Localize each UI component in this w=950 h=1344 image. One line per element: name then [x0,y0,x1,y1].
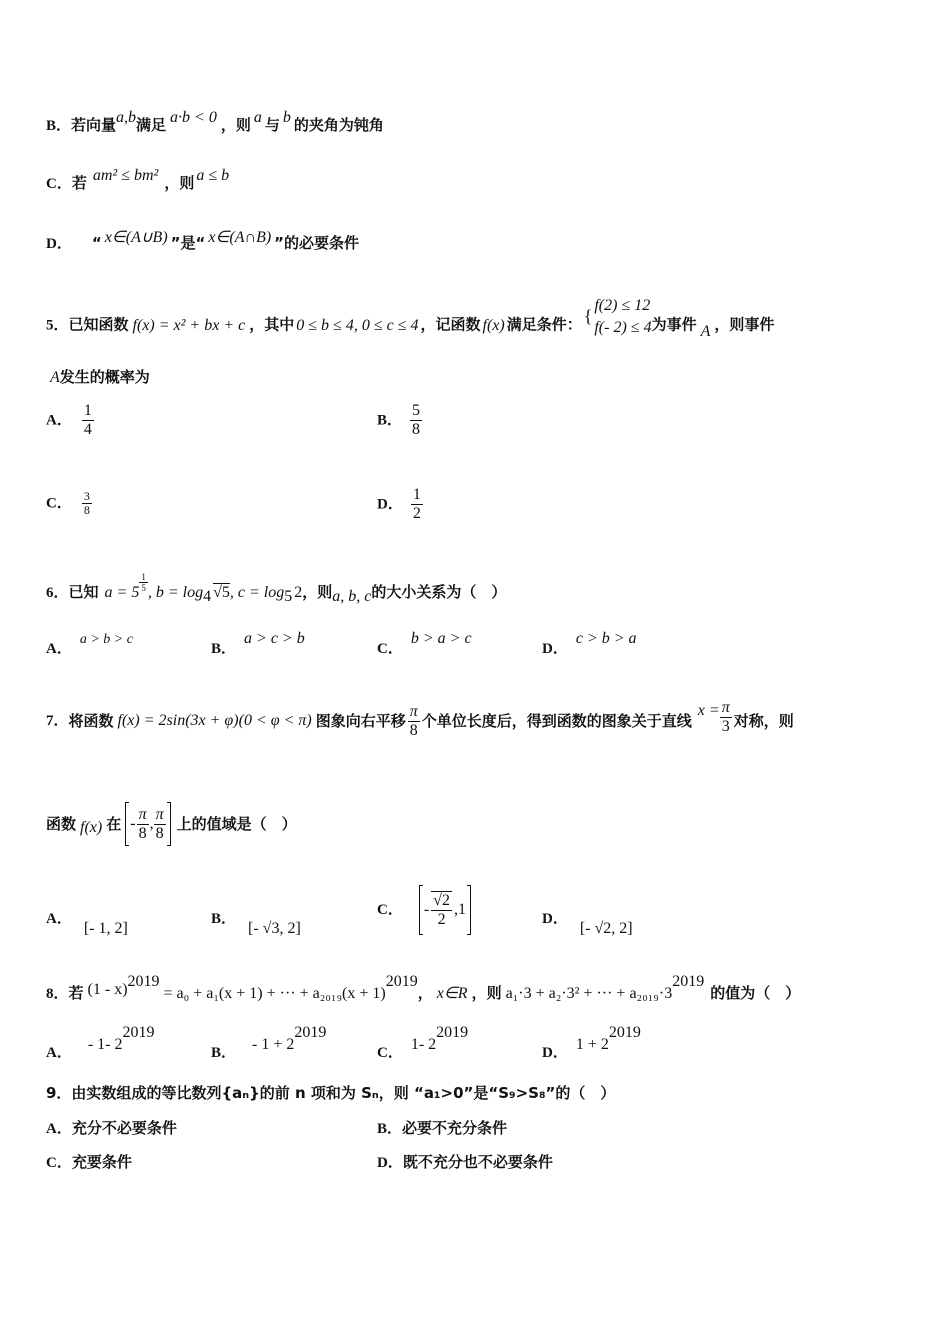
q6-option-c[interactable]: C．b > a > c [377,630,472,657]
q6-option-d[interactable]: D．c > b > a [542,630,637,657]
q7-interval: - $\frac{\pi}{8}$ , $\frac{\pi}{8}$ [125,802,170,846]
q5-option-a[interactable]: A． $\frac{1}{4}$ [46,402,92,438]
q9-option-c[interactable]: C．充要条件 [46,1153,132,1171]
q4-option-d[interactable]: D． “ x∈(A∪B) ”是“ x∈(A∩B) ”的必要条件 [46,229,360,252]
q5-condition-system: { [583,306,593,326]
q4-option-b[interactable]: B．若向量a,b满足 a·b < 0 ，则 a 与 b 的夹角为钝角 [46,109,384,134]
q7-option-a[interactable]: A．[- 1, 2] [46,911,128,937]
q8-stem: 8．若 (1 - x)$^{2019}$= a₀ + a₁(x + 1) + ··· + $a_{2019}(x + 1)^{2019}$， x∈R ，则 a₁·3 + a₂·3² + ··· + $a_{2019}\cdot 3^{2019}$的值为（ ） [46,973,801,1002]
q6-stem: 6．已知 a = 5 $\frac{1}{5}$ , $b = \log_4 √5$, $c = \log_5 2$，则a, b, c的大小关系为（ ） [46,572,507,605]
q9-option-a[interactable]: A．充分不必要条件 [46,1119,177,1137]
q5-option-d[interactable]: D． $\frac{1}{2}$ [377,486,421,522]
q8-option-d[interactable]: D． $1 + 2^{2019}$ [542,1024,641,1061]
q9-stem: 9．由实数组成的等比数列{aₙ}的前 n 项和为 Sₙ，则 “a₁>0”是“S₉>S₈”的（ ） [46,1084,616,1102]
q7-option-c[interactable]: C． - $\frac{√2}{2}$ ,1 [377,884,471,936]
q8-option-c[interactable]: C． 1- $2^{2019}$ [377,1024,469,1061]
q7-option-b[interactable]: B．[- √3, 2] [211,911,301,937]
q7-stem-line2: 函数 f(x) 在 - $\frac{\pi}{8}$ , $\frac{\pi}{8}$ 上的值域是（ ） [46,800,297,848]
q5-stem-line2: A发生的概率为 [50,368,150,386]
q6-option-b[interactable]: B．a > c > b [211,630,305,657]
q6-option-a[interactable]: A．a > b > c [46,632,133,657]
q4-option-c[interactable]: C．若 am² ≤ bm² ，则 a ≤ b [46,167,230,192]
q5-stem: 5．已知函数 f(x) = x² + bx + c ，其中 0 ≤ b ≤ 4, 0 ≤ c ≤ 4 ，记函数 f(x) 满足条件： {f(2) ≤ 12 f(- 2) ≤ 4为事件 A ，则事件 [46,297,775,340]
q7-stem: 7． 将函数 f(x) = 2sin(3x + φ)(0 < φ < π) 图象向右平移 $\frac{\pi}{8}$ 个单位长度后，得到函数的图象关于直线 x = $\frac{\pi}{3}$ 对称，则 [46,698,794,739]
q5-option-b[interactable]: B． $\frac{5}{8}$ [377,402,421,438]
q8-option-a[interactable]: A． - 1- $2^{2019}$ [46,1024,155,1061]
q8-option-b[interactable]: B． - $1 + 2^{2019}$ [211,1024,327,1061]
q9-option-b[interactable]: B．必要不充分条件 [377,1119,508,1137]
q9-option-d[interactable]: D．既不充分也不必要条件 [377,1153,553,1171]
q5-option-c[interactable]: C． $\frac{3}{8}$ [46,489,90,517]
q7-option-d[interactable]: D．[- √2, 2] [542,911,633,937]
